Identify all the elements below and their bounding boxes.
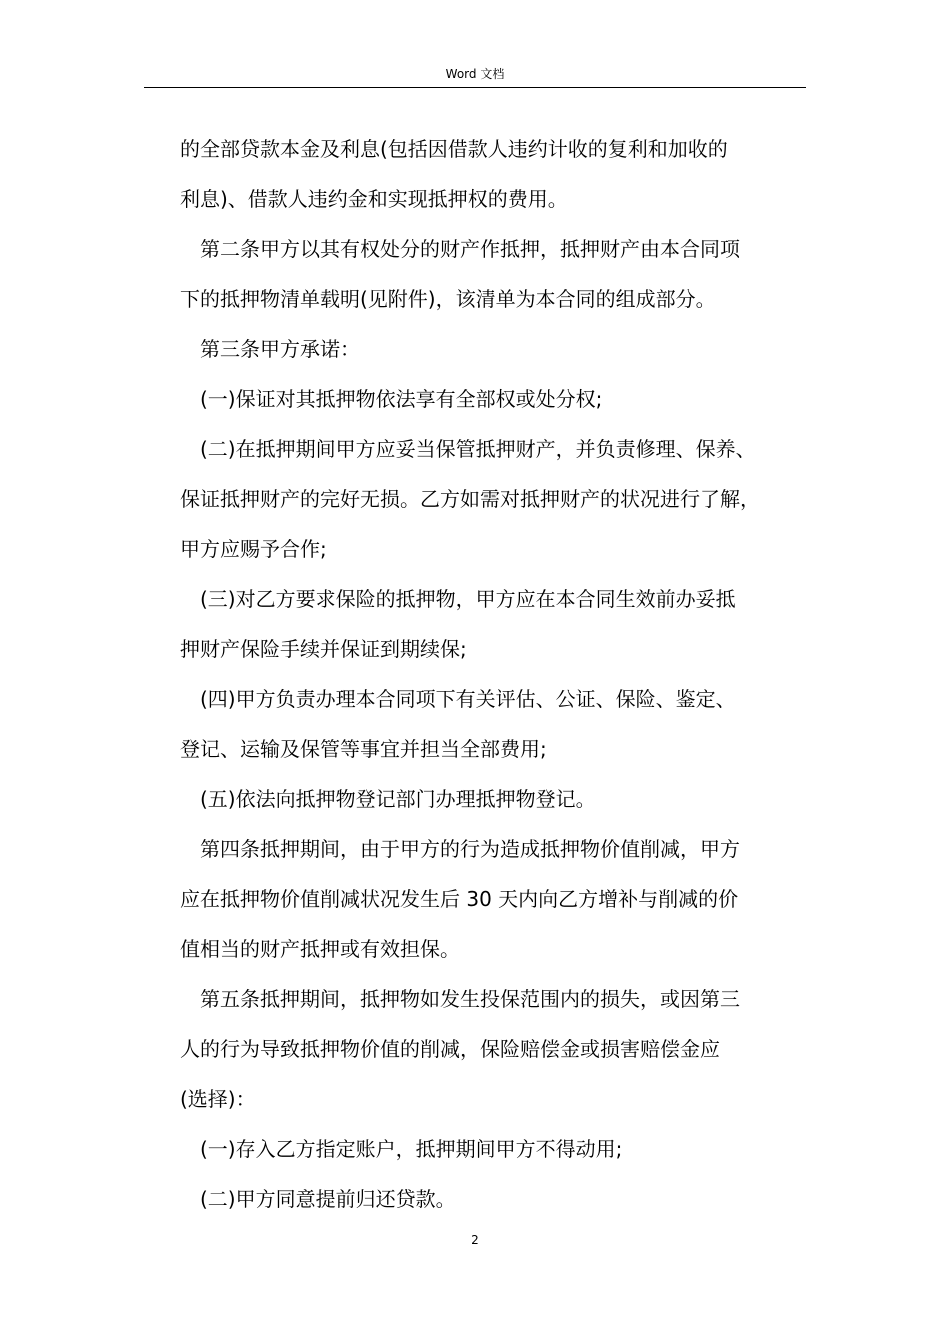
text-line: 值相当的财产抵押或有效担保。 xyxy=(180,937,460,961)
text-line: 甲方应赐予合作; xyxy=(180,537,327,561)
text-line: 登记、运输及保管等事宜并担当全部费用; xyxy=(180,737,547,761)
text-line: (一)存入乙方指定账户，抵押期间甲方不得动用; xyxy=(200,1137,623,1161)
header-divider xyxy=(144,87,806,88)
text-line: 第三条甲方承诺： xyxy=(200,337,360,361)
text-line: (三)对乙方要求保险的抵押物，甲方应在本合同生效前办妥抵 xyxy=(200,587,736,611)
text-line: 应在抵押物价值削减状况发生后 30 天内向乙方增补与削减的价 xyxy=(180,887,739,911)
text-line: (五)依法向抵押物登记部门办理抵押物登记。 xyxy=(200,787,596,811)
page-header: Word 文档 xyxy=(445,67,505,81)
text-line: (二)在抵押期间甲方应妥当保管抵押财产，并负责修理、保养、 xyxy=(200,437,756,461)
text-line: (四)甲方负责办理本合同项下有关评估、公证、保险、鉴定、 xyxy=(200,687,736,711)
text-line: 第二条甲方以其有权处分的财产作抵押，抵押财产由本合同项 xyxy=(200,237,740,261)
document-body xyxy=(180,124,820,1224)
text-line: 的全部贷款本金及利息(包括因借款人违约计收的复利和加收的 xyxy=(180,137,728,161)
text-line: 利息)、借款人违约金和实现抵押权的费用。 xyxy=(180,187,568,211)
text-line: (二)甲方同意提前归还贷款。 xyxy=(200,1187,456,1211)
text-line: 押财产保险手续并保证到期续保; xyxy=(180,637,467,661)
page-number: 2 xyxy=(471,1233,479,1247)
text-line: (一)保证对其抵押物依法享有全部权或处分权; xyxy=(200,387,603,411)
text-line: 第四条抵押期间，由于甲方的行为造成抵押物价值削减，甲方 xyxy=(200,837,740,861)
text-line: 保证抵押财产的完好无损。乙方如需对抵押财产的状况进行了解， xyxy=(180,487,760,511)
text-line: 人的行为导致抵押物价值的削减，保险赔偿金或损害赔偿金应 xyxy=(180,1037,720,1061)
text-line: 下的抵押物清单载明(见附件)，该清单为本合同的组成部分。 xyxy=(180,287,716,311)
text-line: 第五条抵押期间，抵押物如发生投保范围内的损失，或因第三 xyxy=(200,987,740,1011)
text-line: (选择)： xyxy=(180,1087,256,1111)
